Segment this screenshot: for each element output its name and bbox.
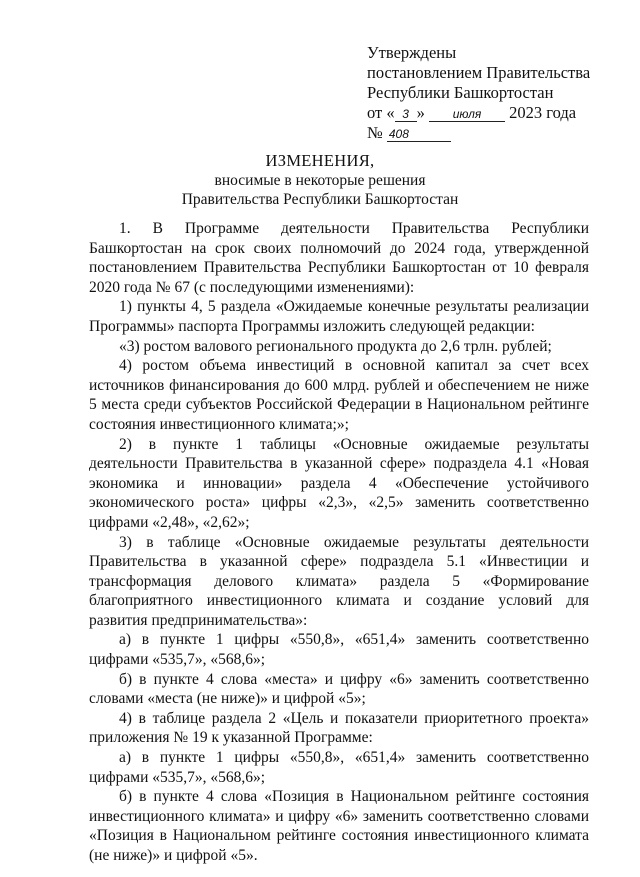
heading-subtitle-1: вносимые в некоторые решения <box>214 172 426 189</box>
paragraph-11: б) в пункте 4 слова «Позиция в Национальном рейтинге состояния инвестиционного климата» и цифру «6» заменить соответственно словами «Позиция в Национальном рейтинге состояния инвестиционного климата (не ниже)» и цифрой «5». <box>89 788 589 864</box>
approval-line-3: Республики Башкортостан <box>367 83 554 102</box>
paragraph-6: 3) в таблице «Основные ожидаемые результаты деятельности Правительства в указанной сфере» подраздела 5.1 «Инвестиции и трансформация делового климата» раздела 5 «Формирование благоприятного инвестиционного климата и создание условий для развития предпринимательства»: <box>89 533 589 629</box>
paragraph-8: б) в пункте 4 слова «места» и цифру «6» заменить соответственно словами «места (не ниже)» и цифрой «5»; <box>89 670 589 708</box>
document-body <box>89 219 589 866</box>
approval-date-line <box>367 103 590 123</box>
date-day: 3 <box>395 107 417 122</box>
paragraph-9: 4) в таблице раздела 2 «Цель и показатели приоритетного проекта» приложения № 19 к указанной Программе: <box>89 709 589 747</box>
heading-subtitle-2: Правительства Республики Башкортостан <box>181 191 459 208</box>
approval-number-line <box>367 123 590 143</box>
approval-block <box>367 43 590 143</box>
number-prefix: № <box>367 123 383 142</box>
paragraph-7: а) в пункте 1 цифры «550,8», «651,4» заменить соответственно цифрами «535,7», «568,6»; <box>89 631 589 669</box>
date-year: 2023 года <box>509 103 577 122</box>
date-mid: » <box>416 103 425 122</box>
approval-line-1: Утверждены <box>367 43 457 62</box>
heading-title: ИЗМЕНЕНИЯ, <box>265 151 375 170</box>
approval-line-2: постановлением Правительства <box>367 63 591 82</box>
date-prefix: от « <box>367 103 395 122</box>
paragraph-2: 1) пункты 4, 5 раздела «Ожидаемые конечные результаты реализации Программы» паспорта Программы изложить следующей редакции: <box>89 298 589 335</box>
paragraph-3: «3) ростом валового регионального продукта до 2,6 трлн. рублей; <box>119 337 552 355</box>
paragraph-10: а) в пункте 1 цифры «550,8», «651,4» заменить соответственно цифрами «535,7», «568,6»; <box>89 749 589 786</box>
date-month: июля <box>429 107 505 122</box>
decree-number: 408 <box>387 127 451 142</box>
paragraph-5: 2) в пункте 1 таблицы «Основные ожидаемые результаты деятельности Правительства в указанной сфере» подраздела 4.1 «Новая экономика и инновации» раздела 4 «Обеспечение устойчивого экономического роста» цифры «2,3», «2,5» заменить соответственно цифрами «2,48», «2,62»; <box>89 435 589 531</box>
document-heading <box>0 150 640 209</box>
paragraph-1: 1. В Программе деятельности Правительства Республики Башкортостан на срок своих полномочий до 2024 года, утвержденной постановлением Правительства Республики Башкортостан от 10 февраля 2020 года № 67 (с последующими изменениями): <box>89 220 589 296</box>
paragraph-4: 4) ростом объема инвестиций в основной капитал за счет всех источников финансирования до 600 млрд. рублей и обеспечением не ниже 5 места среди субъектов Российской Федерации в Национальном рейтинге состояния инвестиционного климата;»; <box>89 357 589 433</box>
